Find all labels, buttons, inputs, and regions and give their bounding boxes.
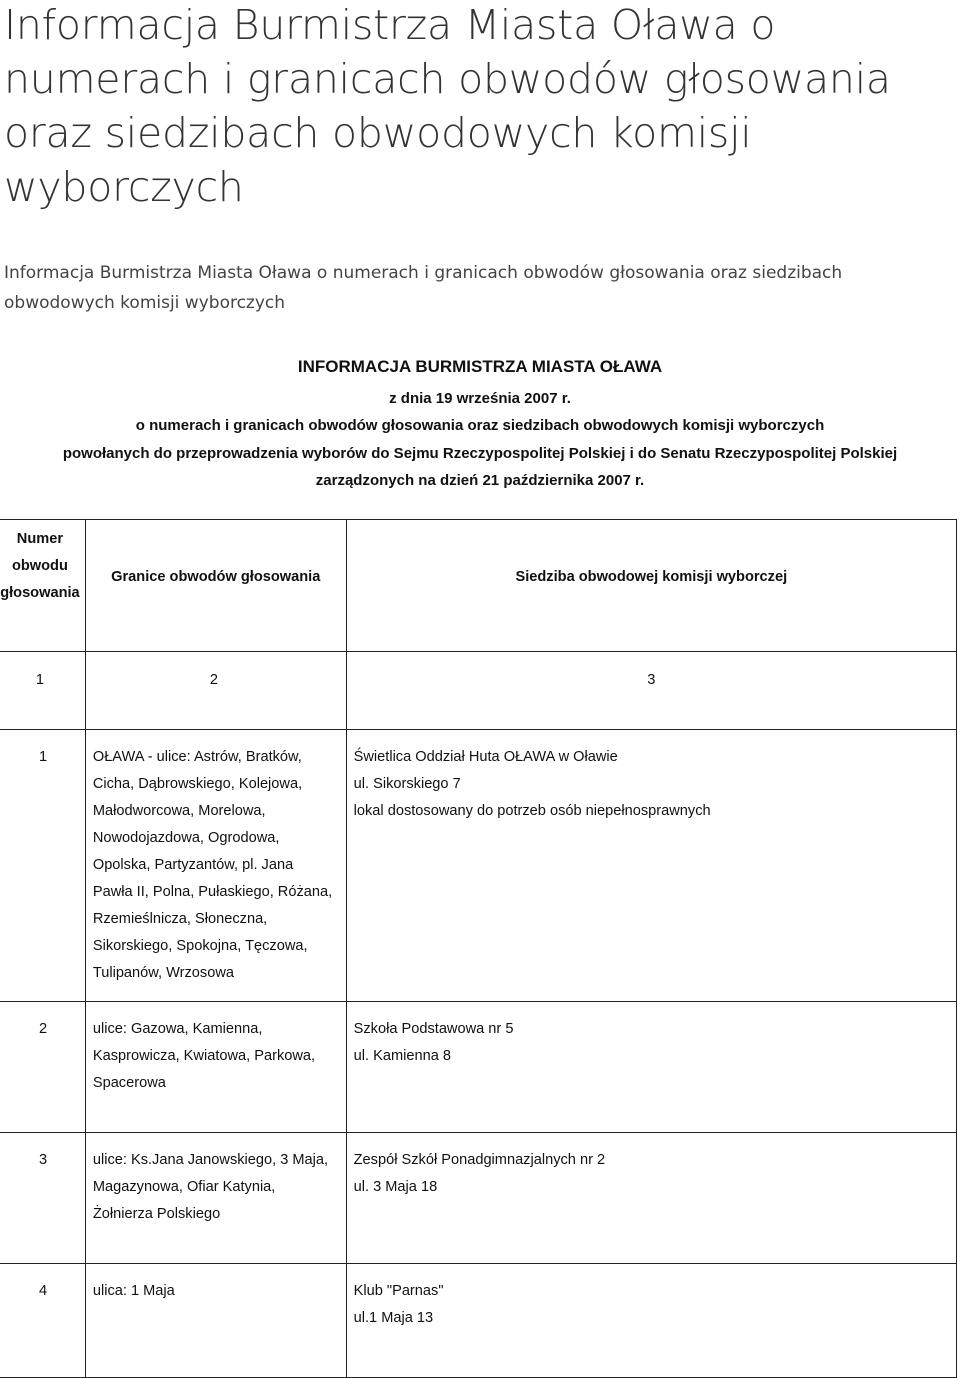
header-number-line-2: obwodu — [11, 558, 68, 574]
district-boundaries — [85, 1264, 346, 1378]
district-boundaries — [85, 1002, 346, 1133]
column-index-2: 2 — [85, 652, 346, 730]
boundary-line: Rzemieślnicza, Słoneczna, — [92, 911, 268, 927]
boundary-line: Magazynowa, Ofiar Katynia, — [92, 1179, 276, 1195]
notice-line-3: zarządzonych na dzień 21 października 2007 r. — [315, 472, 645, 489]
column-index-3: 3 — [346, 652, 956, 730]
table-row — [0, 1002, 957, 1133]
district-boundaries — [85, 730, 346, 1002]
column-index-1: 1 — [0, 652, 85, 730]
boundary-line: Kasprowicza, Kwiatowa, Parkowa, — [92, 1048, 316, 1064]
seat-line: ul. Kamienna 8 — [353, 1048, 451, 1064]
boundary-line: Cicha, Dąbrowskiego, Kolejowa, — [92, 776, 303, 792]
header-boundaries: Granice obwodów głosowania — [85, 520, 346, 652]
district-boundaries — [85, 1133, 346, 1264]
seat-line: Zespół Szkół Ponadgimnazjalnych nr 2 — [353, 1152, 606, 1168]
boundary-line: OŁAWA - ulice: Astrów, Bratków, — [92, 749, 302, 765]
page-subtitle: Informacja Burmistrza Miasta Oława o numerach i granicach obwodów głosowania oraz siedzibach obwodowych komisji wyborczych — [4, 263, 843, 313]
district-number: 1 — [0, 730, 85, 1002]
boundary-line: ulice: Gazowa, Kamienna, — [92, 1021, 263, 1037]
boundary-line: ulice: Ks.Jana Janowskiego, 3 Maja, — [92, 1152, 329, 1168]
boundary-line: Pawła II, Polna, Pułaskiego, Różana, — [92, 884, 333, 900]
notice-line-1: o numerach i granicach obwodów głosowania oraz siedzibach obwodowych komisji wyborczych — [135, 417, 825, 434]
header-number-line-1: Numer — [16, 531, 64, 547]
commission-seat — [346, 1133, 956, 1264]
boundary-line: Opolska, Partyzantów, pl. Jana — [92, 857, 294, 873]
table-row — [0, 1264, 957, 1378]
notice-date: z dnia 19 września 2007 r. — [389, 390, 571, 407]
header-number-line-3: głosowania — [0, 585, 80, 601]
header-seat: Siedziba obwodowej komisji wyborczej — [346, 520, 956, 652]
boundary-line: Żołnierza Polskiego — [92, 1206, 221, 1222]
boundary-line: ulica: 1 Maja — [92, 1283, 175, 1299]
table-header-row — [0, 520, 957, 652]
district-number: 4 — [0, 1264, 85, 1378]
header-number — [0, 520, 85, 652]
page-title: Informacja Burmistrza Miasta Oława o numerach i granicach obwodów głosowania oraz siedzibach obwodowych komisji wyborczych — [4, 1, 891, 211]
seat-line: lokal dostosowany do potrzeb osób niepełnosprawnych — [353, 803, 711, 819]
polling-districts-table — [0, 519, 957, 1378]
table-row — [0, 1133, 957, 1264]
boundary-line: Tulipanów, Wrzosowa — [92, 965, 234, 981]
commission-seat — [346, 1002, 956, 1133]
notice-line-2: powołanych do przeprowadzenia wyborów do Sejmu Rzeczypospolitej Polskiej i do Senatu Rzeczypospolitej Polskiej — [62, 445, 898, 462]
boundary-line: Sikorskiego, Spokojna, Tęczowa, — [92, 938, 308, 954]
seat-line: Klub "Parnas" — [353, 1283, 444, 1299]
seat-line: Świetlica Oddział Huta OŁAWA w Oławie — [353, 749, 618, 765]
commission-seat — [346, 730, 956, 1002]
seat-line: ul.1 Maja 13 — [353, 1310, 434, 1326]
column-index-row — [0, 652, 957, 730]
commission-seat — [346, 1264, 956, 1378]
seat-line: Szkoła Podstawowa nr 5 — [353, 1021, 514, 1037]
notice-heading: INFORMACJA BURMISTRZA MIASTA OŁAWA — [297, 357, 663, 376]
district-number: 2 — [0, 1002, 85, 1133]
seat-line: ul. 3 Maja 18 — [353, 1179, 438, 1195]
table-row — [0, 730, 957, 1002]
boundary-line: Spacerowa — [92, 1075, 166, 1091]
boundary-line: Nowodojazdowa, Ogrodowa, — [92, 830, 280, 846]
district-number: 3 — [0, 1133, 85, 1264]
boundary-line: Małodworcowa, Morelowa, — [92, 803, 266, 819]
seat-line: ul. Sikorskiego 7 — [353, 776, 461, 792]
